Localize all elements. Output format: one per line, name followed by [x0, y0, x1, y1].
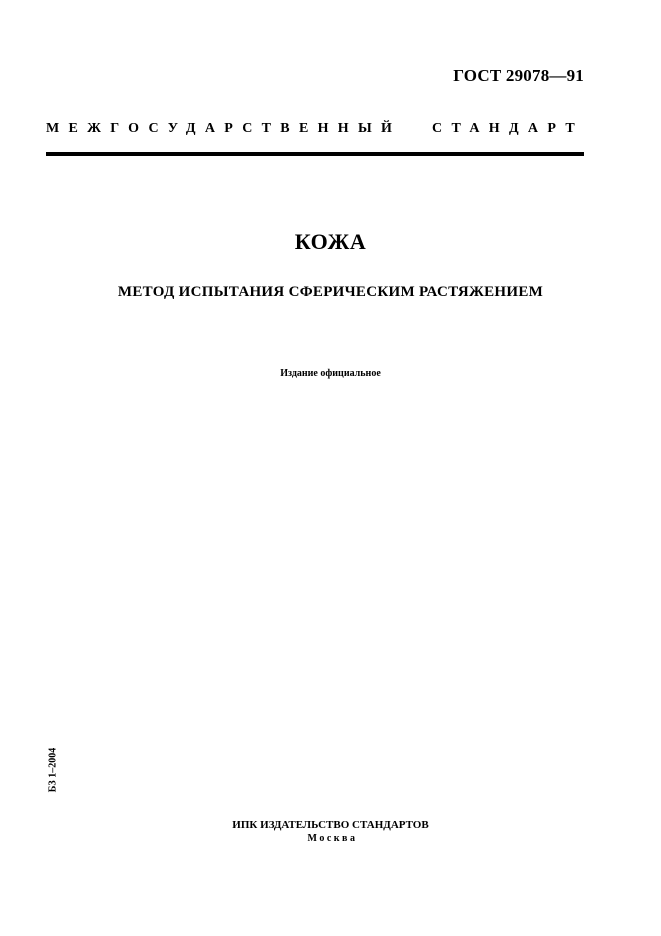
publisher-name: ИПК ИЗДАТЕЛЬСТВО СТАНДАРТОВ [232, 819, 429, 831]
side-code-text: БЗ 1–2004 [47, 747, 59, 793]
standard-type-heading: МЕЖГОСУДАРСТВЕННЫЙ СТАНДАРТ [46, 121, 584, 136]
document-subtitle: МЕТОД ИСПЫТАНИЯ СФЕРИЧЕСКИМ РАСТЯЖЕНИЕМ [117, 284, 544, 300]
edition-note: Издание официальное [280, 368, 381, 379]
header-rule [46, 152, 584, 156]
document-title: КОЖА [294, 229, 367, 254]
document-number: ГОСТ 29078—91 [453, 66, 584, 85]
side-code [46, 741, 60, 799]
publisher-city: Москва [307, 833, 358, 844]
